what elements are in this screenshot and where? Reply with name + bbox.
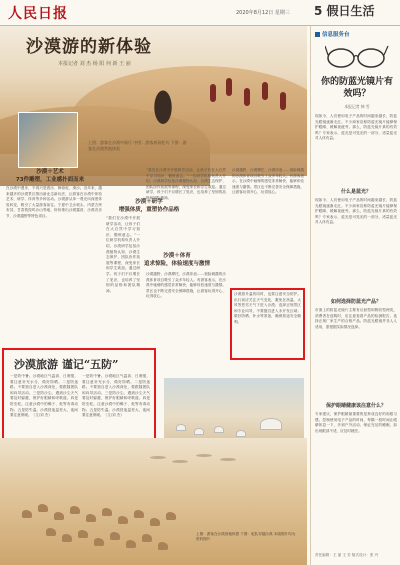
service-section-header — [315, 30, 350, 38]
camel-figure — [38, 504, 48, 512]
tent-shape — [260, 418, 282, 430]
article-body: “我们在沙漠中开展研学活动，让孩子们在大自然中学习知识、锻炼意志。”一位研学机构负责人介绍，沙漠研学包括沙漠植物认知、沙漠生态保护、团队协作拓展等课程，深受家长和学生欢迎。通过研学，孩子们不仅增长了见识，也培养了坚韧的品格和团队精神。 — [146, 168, 226, 200]
right-subheading: 保护眼睛健康该注意什么？ — [325, 403, 386, 409]
masthead — [0, 0, 400, 26]
camel-figure — [70, 506, 80, 514]
camel-figure — [150, 518, 160, 526]
service-section-label: 信息服务台 — [322, 32, 350, 38]
article-body: 沙漠越野、沙漠摩托、沙漠冲浪……惊险刺激的沙漠体育项目吸引了众多年轻人。有游客表示，在沙漠中驰骋的感觉非常畅快，能够体验速度与激情。景区也不断完善安全保障措施，让游客玩得开心、玩得放心。 — [146, 272, 226, 299]
camel-figure — [46, 528, 56, 536]
camel-figure — [22, 510, 32, 518]
right-article-title: 你的防蓝光镜片有效吗？ — [320, 77, 393, 99]
tourist-figure — [280, 92, 286, 110]
camel-figure — [118, 516, 128, 524]
right-article-body: 专家建议，保护眼睛最重要的是养成良好的用眼习惯。控制使用电子产品的时间，每隔一段时间让眼睛休息一下，多到户外活动，保证充足的睡眠。如出现眼部不适，应及时就医。 — [315, 412, 397, 433]
article-body: 在沙漠中漫步，不再只是看沙、骑骆驼、滑沙。近年来，越来越多的沙漠景区推出新业态新玩法，让游客在沙漠中体验艺术、研学、体育等多种活动。沙漠游从单一观光向深度体验转变，吸引了大量游客前往。宁夏中卫沙坡头、内蒙古库布其、甘肃敦煌鸣沙山等地，纷纷推出沙漠露营、沙漠音乐节、沙漠越野等特色项目。 — [6, 186, 102, 218]
newspaper-logo: 人民日报 — [8, 6, 68, 22]
tourist-figure — [226, 78, 232, 96]
camel-figure — [54, 512, 64, 520]
tourist-figure — [210, 84, 216, 102]
camel-figure — [78, 530, 88, 538]
subheading-art: 沙漠＋艺术 73件雕塑，工业感扑面而来 — [15, 169, 85, 183]
issue-date: 2020年8月12日 星期三 — [236, 10, 290, 16]
tent-shape — [214, 426, 224, 433]
right-article-body: 市面上的防蓝光镜片主要有反射型和吸收型两类。消费者在选购时，应注意查看产品的检测报告，选择正规厂家生产的合格产品。防蓝光眼镜并非人人适用，需根据实际情况选择。 — [315, 308, 397, 329]
glasses-icon — [325, 40, 389, 70]
feature-title: 沙漠游的新体验 — [26, 37, 152, 57]
camel-caravan-photo — [0, 438, 307, 565]
camel-figure — [126, 540, 136, 548]
page-section-label: 5 假日生活 — [314, 4, 375, 18]
article-body: “我们在沙漠中开展研学活动，让孩子们在大自然中学习知识、锻炼意志。”一位研学机构负责人介绍，沙漠研学包括沙漠植物认知、沙漠生态保护、团队协作拓展等课程，深受家长和学生欢迎。通过研学，孩子们不仅增长了见识，也培养了坚韧的品格和团队精神。 — [106, 216, 140, 293]
camel-figure — [62, 534, 72, 542]
main-column — [0, 26, 307, 565]
highlight-text: 沙漠游升温的同时，也要注意安全防护。出行前应关注天气变化，避免在高温、大风等恶劣天气下进入沙漠；选择正规景区和专业向导，不要擅自进入未开发区域；做好防晒、补水等准备，确保旅途安全顺利。 — [234, 292, 301, 324]
right-subheading: 如何选择防蓝光产品？ — [330, 299, 381, 305]
wufang-text: 一是防中暑。沙漠地区气温高、日照强，要注意补充水分，做好防晒。二是防迷路。不要独自进入沙漠深处，要跟随团队和向导活动。三是防沙尘。遇到沙尘天气要及时躲避，保护好眼睛和呼吸道。四是防虫蛇。注意沙漠中的蝎子、蛇等有毒动物。五是防失温。沙漠昼夜温差大，夜间要注意保暖。（文/刘 杰） — [82, 374, 150, 418]
subheading-study: 沙漠＋研学 增强体质，重塑协作品格 — [118, 199, 180, 213]
camel-shadow — [172, 460, 188, 463]
camel-photo-caption: 上图：游客在沙漠营地休憩 下图：驼队穿越沙漠 本版图片均为资料图片 — [196, 532, 296, 542]
camel-shadow — [196, 454, 212, 457]
camel-figure — [110, 532, 120, 540]
wufang-title: 沙漠旅游 谨记“五防” — [14, 358, 119, 371]
tourist-figure — [244, 88, 250, 106]
tent-shape — [236, 430, 246, 437]
tent-shape — [194, 428, 204, 435]
right-article-body: 现如今，人们使用电子产品的时间越来越长，防蓝光眼镜逐渐走红。不少商家宣称防蓝光镜片能够保护眼睛、缓解视疲劳。那么，防蓝光镜片真的有效吗？专家表示，蓝光是可见光的一部分，适量蓝光对人体有益。 — [315, 114, 397, 141]
camel-figure — [102, 508, 112, 516]
right-column — [310, 26, 400, 565]
camel-shadow — [150, 456, 166, 459]
camel-figure — [134, 510, 144, 518]
camel-figure — [166, 512, 176, 520]
camel-figure — [158, 542, 168, 550]
subheading-sport: 沙漠＋体育 追求惊险，体验速度与激情 — [143, 253, 210, 267]
highlight-box — [230, 288, 305, 360]
tourist-photo — [18, 112, 78, 168]
right-article-body: 现如今，人们使用电子产品的时间越来越长，防蓝光眼镜逐渐走红。不少商家宣称防蓝光镜片能够保护眼睛、缓解视疲劳。那么，防蓝光镜片真的有效吗？专家表示，蓝光是可见光的一部分，适量蓝光对人体有益。 — [315, 198, 397, 225]
feature-byline: 本报记者 刘 杰 杨 阳 何 新 王 丽 — [58, 61, 131, 67]
camel-shadow — [220, 458, 236, 461]
right-subheading: 什么是蓝光？ — [340, 189, 371, 195]
article-body: 沙漠越野、沙漠摩托、沙漠冲浪……惊险刺激的沙漠体育项目吸引了众多年轻人。有游客表示，在沙漠中驰骋的感觉非常畅快，能够体验速度与激情。景区也不断完善安全保障措施，让游客玩得开心、玩得放心。 — [232, 168, 304, 195]
right-article-author: 本报记者 韩 雪 — [344, 104, 370, 109]
tourist-figure — [262, 82, 268, 100]
photo-caption: 上图：游客在沙漠中骑行 中图：游客观看鸵鸟 下图：游客在沙漠营地体验 — [88, 140, 187, 151]
editor-credits: 责任编辑：王 丽 王 芳 版式设计：张 丹 — [315, 553, 379, 557]
camel-figure — [142, 534, 152, 542]
wufang-text: 一是防中暑。沙漠地区气温高、日照强，要注意补充水分，做好防晒。二是防迷路。不要独自进入沙漠深处，要跟随团队和向导活动。三是防沙尘。遇到沙尘天气要及时躲避，保护好眼睛和呼吸道。四是防虫蛇。注意沙漠中的蝎子、蛇等有毒动物。五是防失温。沙漠昼夜温差大，夜间要注意保暖。（文/刘 杰） — [10, 374, 78, 418]
section-square-icon — [315, 32, 320, 37]
camel-figure — [94, 538, 104, 546]
ostrich-figure — [148, 88, 178, 136]
camel-figure — [86, 514, 96, 522]
tent-shape — [176, 424, 186, 431]
